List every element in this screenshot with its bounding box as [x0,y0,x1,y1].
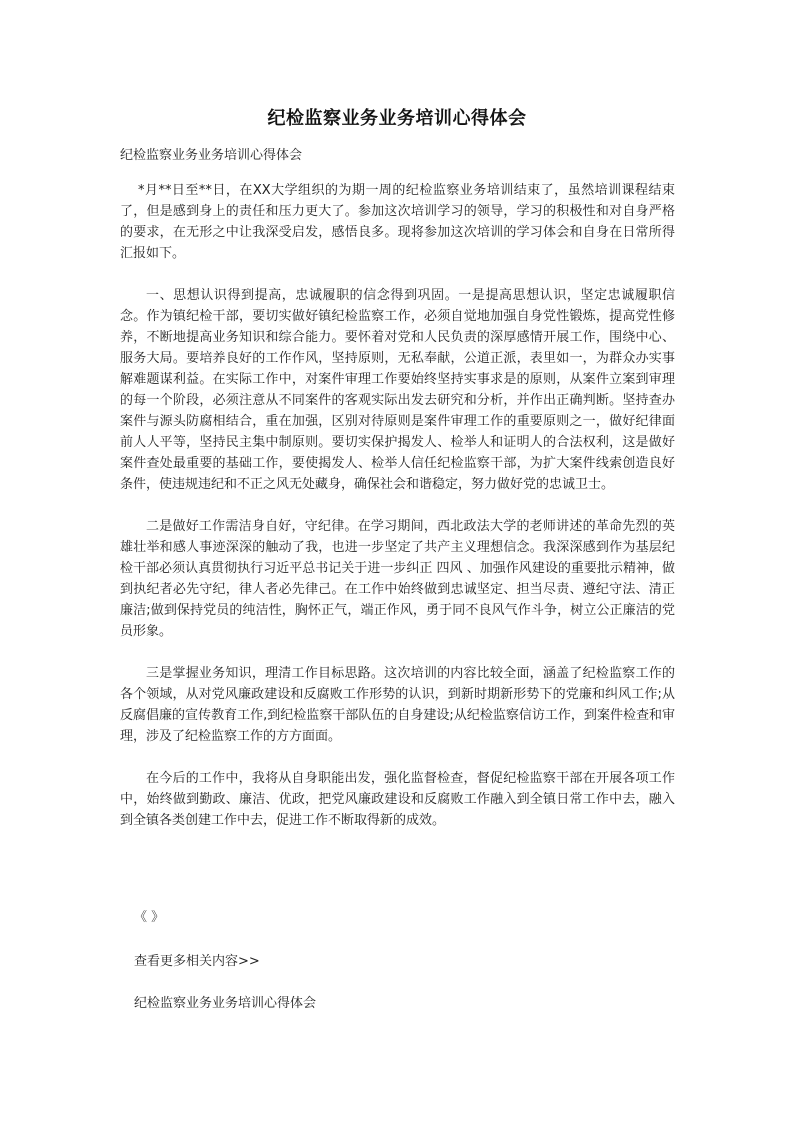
paragraph-intro: *月**日至**日，在XX大学组织的为期一周的纪检监察业务培训结束了，虽然培训课程结束了，但是感到身上的责任和压力更大了。参加这次培训学习的领导，学习的积极性和对自身严格的要求，在无形之中让我深受启发，感悟良多。现将参加这次培训的学习体会和自身在日常所得汇报如下。 [120,183,675,261]
paragraph-section-1: 一、思想认识得到提高，忠诚履职的信念得到巩固。一是提高思想认识，坚定忠诚履职信念。作为镇纪检干部，要切实做好镇纪检监察工作，必须自觉地加强自身党性锻炼，提高党性修养，不断地提高业务知识和综合能力。要怀着对党和人民负责的深厚感情开展工作，围绕中心、服务大局。要培养良好的工作作风，坚持原则，无私奉献，公道正派，表里如一，为群众办实事解难题谋利益。在实际工作中，对案件审理工作要始终坚持实事求是的原则，从案件立案到审理的每一个阶段，必须注意从不同案件的客观实际出发去研究和分析，并作出正确判断。坚持查办案件与源头防腐相结合，重在加强，区别对待原则是案件审理工作的重要原则之一，做好纪律面前人人平等，坚持民主集中制原则。要切实保护揭发人、检举人和证明人的合法权利，这是做好案件查处最重要的基础工作，要使揭发人、检举人信任纪检监察干部，为扩大案件线索创造良好条件，使违规违纪和不正之风无处藏身，确保社会和谐稳定，努力做好党的忠诚卫士。 [120,288,675,492]
document-subtitle: 纪检监察业务业务培训心得体会 [120,148,303,163]
footer-nav-marks: 《 》 [134,910,165,925]
paragraph-section-2: 二是做好工作需洁身自好，守纪律。在学习期间，西北政法大学的老师讲述的革命先烈的英雄壮举和感人事迹深深的触动了我，也进一步坚定了共产主义理想信念。我深深感到作为基层纪检干部必须认真贯彻执行习近平总书记关于进一步纠正 四风 、加强作风建设的重要批示精神，做到执纪者必先守纪，律人者必先律己。在工作中始终做到忠诚坚定、担当尽责、遵纪守法、清正廉洁;做到保持党员的纯洁性，胸怀正气，端正作风，勇于同不良风气作斗争，树立公正廉洁的党员形象。 [120,519,675,639]
document-body [120,180,675,852]
related-article-link[interactable]: 纪检监察业务业务培训心得体会 [134,996,317,1011]
paragraph-conclusion: 在今后的工作中，我将从自身职能出发，强化监督检查，督促纪检监察干部在开展各项工作中，始终做到勤政、廉洁、优政，把党风廉政建设和反腐败工作融入到全镇日常工作中去，融入到全镇各类创建工作中去，促进工作不断取得新的成效。 [120,771,675,828]
document-title: 纪检监察业务业务培训心得体会 [267,108,527,129]
more-content-link[interactable]: 查看更多相关内容>> [134,954,260,969]
paragraph-section-3: 三是掌握业务知识，理清工作目标思路。这次培训的内容比较全面，涵盖了纪检监察工作的各个领域，从对党风廉政建设和反腐败工作形势的认识，到新时期新形势下的党廉和纠风工作;从反腐倡廉的宣传教育工作,到纪检监察干部队伍的自身建设;从纪检监察信访工作，到案件检查和审理，涉及了纪检监察工作的方方面面。 [120,666,675,744]
